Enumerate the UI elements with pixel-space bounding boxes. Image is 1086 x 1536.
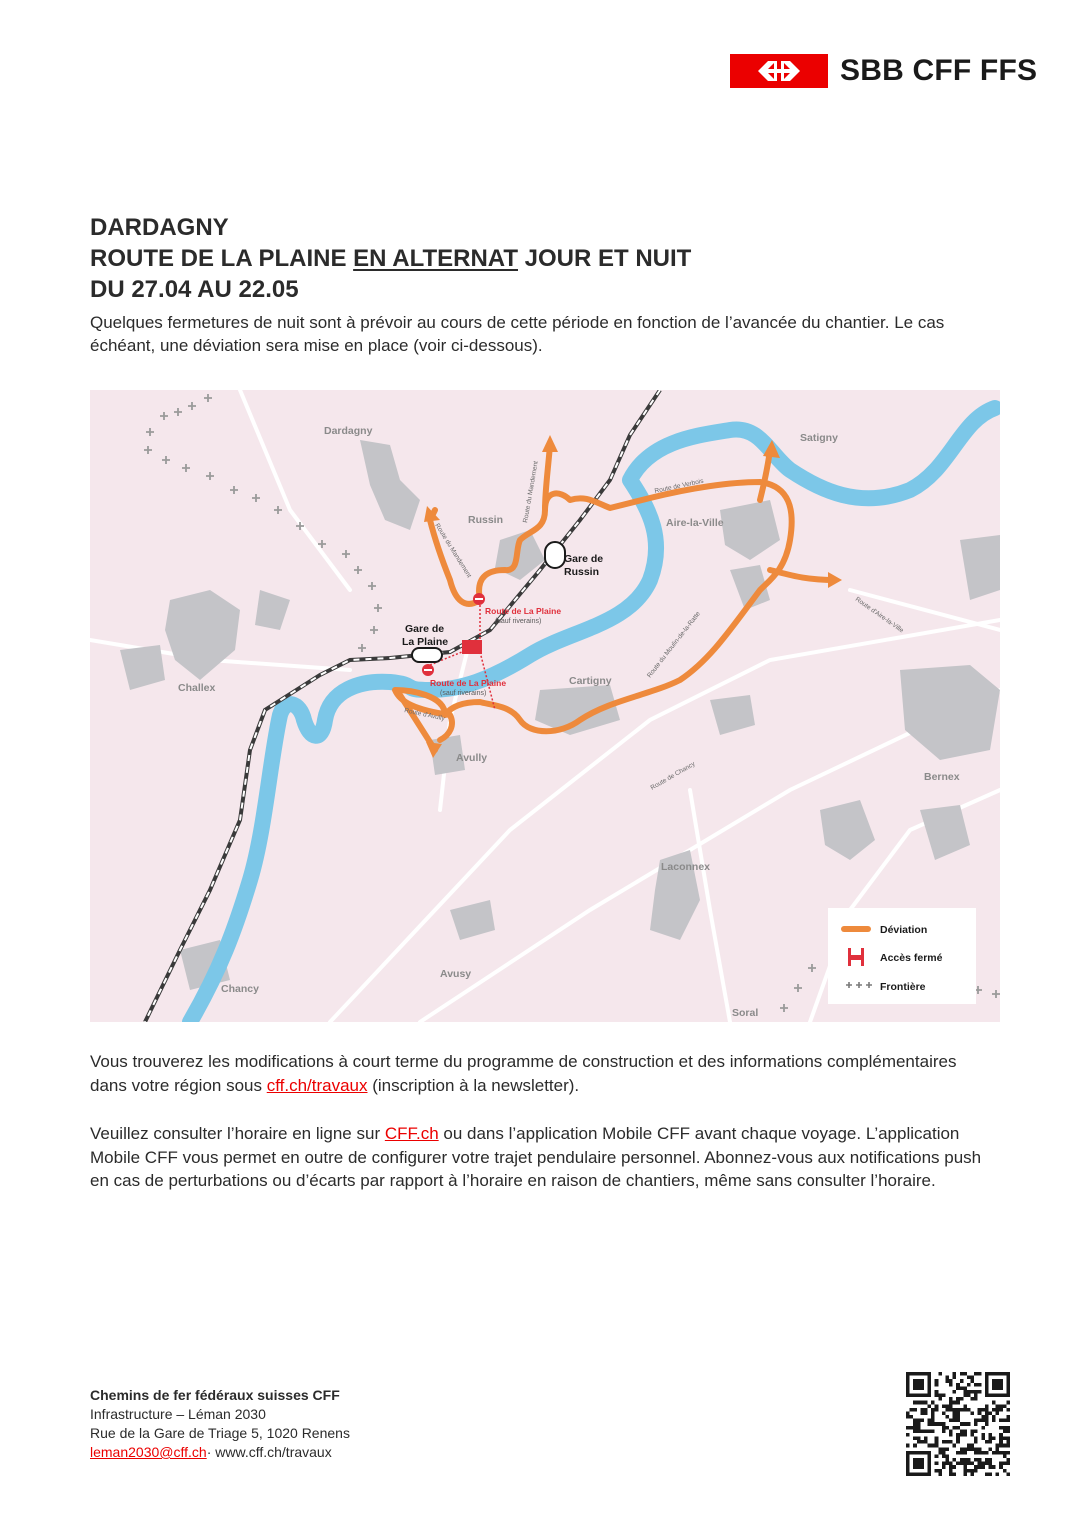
headline-dates: DU 27.04 AU 22.05: [90, 276, 299, 303]
place-avully: Avully: [456, 752, 488, 764]
road-label-mandement-north: Route du Mandement: [522, 460, 540, 524]
brand-name: SBB CFF FFS: [840, 54, 1038, 87]
svg-text:Russin: Russin: [564, 566, 600, 578]
sbb-logo: [730, 54, 1037, 88]
place-satigny: Satigny: [800, 432, 838, 444]
place-bernex: Bernex: [924, 771, 960, 783]
road-label-avully: Route d'Avully: [403, 707, 446, 723]
footer-address-line: Rue de la Gare de Triage 5, 1020 Renens: [90, 1425, 350, 1441]
road-label-mandement-west: Route du Mandement: [433, 522, 473, 580]
road-label-verbois: Route de Verbois: [653, 477, 705, 495]
svg-text:Accès fermé: Accès fermé: [880, 952, 943, 964]
place-dardagny: Dardagny: [324, 425, 373, 437]
place-aire: Aire-la-Ville: [666, 517, 724, 529]
headline-route-end: JOUR ET NUIT: [518, 245, 692, 272]
svg-text:Route de La Plaine: Route de La Plaine: [430, 678, 507, 688]
headline-place: DARDAGNY: [90, 214, 229, 241]
travaux-link[interactable]: cff.ch/travaux: [266, 1075, 368, 1095]
timetable-text-start: Veuillez consulter l’horaire en ligne sur: [90, 1124, 385, 1143]
timetable-text-end: ou dans l’application Mobile CFF avant chaque voyage. L’application Mobile CFF vous permet en outre de configurer votre trajet pendulaire personnel. Abonnez-vous aux notifications push en cas de perturbations ou d’écarts par rapport à l’horaire en raison de chantiers, même sans consulter l’horaire.: [90, 1124, 982, 1190]
svg-text:Gare de: Gare de: [405, 623, 445, 635]
road-label-chancy: Route de Chancy: [649, 760, 697, 792]
qr-code-icon[interactable]: [906, 1372, 1010, 1476]
email-link[interactable]: leman2030@cff.ch: [90, 1444, 207, 1460]
info-text-start: Vous trouverez les modifications à court terme du programme de construction et des informations complémentaires dans votre région sous: [90, 1052, 957, 1095]
place-cartigny: Cartigny: [569, 675, 612, 687]
sbb-arrows-icon: [730, 54, 828, 88]
road-label-moulin: Route du Moulin-de-la-Ratte: [646, 610, 702, 680]
headline-route: [90, 243, 691, 274]
info-paragraph: [90, 1050, 995, 1097]
place-challex: Challex: [178, 682, 216, 694]
road-label-aire: Route d'Aire-la-Ville: [853, 595, 905, 635]
svg-text:(sauf riverains): (sauf riverains): [440, 690, 487, 697]
headline-underlined: EN ALTERNAT: [353, 245, 518, 272]
headline: [90, 212, 691, 305]
footer-address: [90, 1386, 350, 1462]
svg-text:Frontière: Frontière: [880, 981, 926, 993]
place-soral: Soral: [732, 1007, 759, 1019]
footer-separator: ·: [206, 1444, 216, 1460]
svg-text:Gare de: Gare de: [564, 553, 604, 565]
svg-text:Route de La Plaine: Route de La Plaine: [485, 606, 562, 616]
timetable-paragraph: [90, 1122, 995, 1193]
intro-text: Quelques fermetures de nuit sont à prévoir au cours de cette période en fonction de l’avancée du chantier. Le cas échéant, une déviation sera mise en place (voir ci-dessous).: [90, 313, 945, 355]
footer-org: Chemins de fer fédéraux suisses CFF: [90, 1387, 340, 1403]
svg-text:(sauf riverains): (sauf riverains): [495, 618, 542, 625]
footer-contact: [90, 1443, 350, 1462]
headline-route-start: ROUTE DE LA PLAINE: [90, 245, 354, 272]
map-legend: [828, 908, 976, 1004]
place-russin: Russin: [468, 514, 504, 526]
place-laconnex: Laconnex: [661, 861, 711, 873]
place-avusy: Avusy: [440, 968, 472, 980]
place-chancy: Chancy: [221, 983, 259, 995]
cff-link[interactable]: CFF.ch: [384, 1124, 439, 1143]
footer-dept: Infrastructure – Léman 2030: [90, 1406, 266, 1422]
info-text-end: (inscription à la newsletter).: [367, 1075, 580, 1095]
web-link[interactable]: www.cff.ch/travaux: [215, 1444, 332, 1460]
svg-text:La Plaine: La Plaine: [402, 636, 449, 648]
svg-text:Déviation: Déviation: [880, 924, 928, 936]
deviation-map: [90, 390, 1000, 1022]
